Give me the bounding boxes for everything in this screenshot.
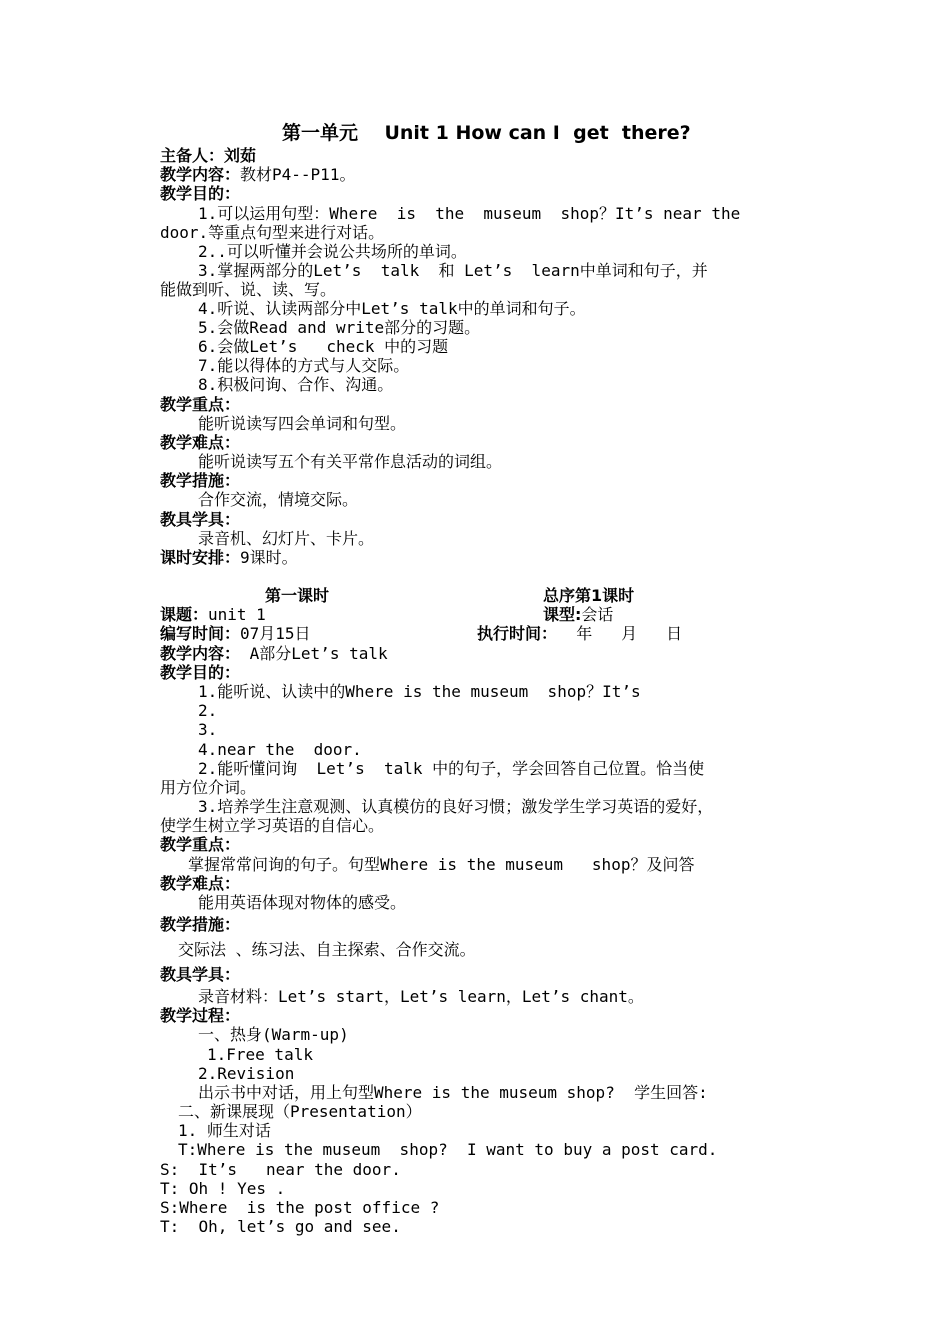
dialogue-line: T: Oh, let’s go and see. [160, 1217, 401, 1236]
type-line [543, 605, 613, 624]
content-label: 教学内容： [160, 165, 241, 184]
write-time-label: 编写时间： [160, 624, 241, 643]
process-line: 一、热身(Warm-up) [198, 1025, 349, 1044]
lesson-objective-item: 用方位介词。 [160, 778, 257, 797]
type-label: 课型: [543, 605, 582, 624]
exec-time-value: 年 月 日 [557, 624, 683, 643]
preparer-line [160, 146, 256, 165]
exec-time-line [477, 624, 682, 643]
lesson-objective-item: 3. [198, 720, 218, 739]
write-time-line [160, 624, 311, 643]
lesson-objective-item: 使学生树立学习英语的自信心。 [160, 816, 385, 835]
key-points-text: 能听说读写四会单词和句型。 [198, 414, 407, 433]
objective-item: 1.可以运用句型：Where is the museum shop？It’s near the [198, 204, 741, 223]
write-time-value: 07月15日 [240, 624, 311, 643]
lesson-content-value: A部分Let’s talk [240, 644, 388, 663]
process-label: 教学过程： [160, 1006, 241, 1025]
lesson-objective-item: 2. [198, 701, 218, 720]
schedule-line [160, 548, 298, 567]
objective-item: 2..可以听懂并会说公共场所的单词。 [198, 242, 467, 261]
objective-item: 能做到听、说、读、写。 [160, 280, 337, 299]
topic-line [160, 605, 266, 624]
topic-label: 课题： [160, 605, 209, 624]
content-line [160, 165, 355, 184]
lesson-objective-item: 1.能听说、认读中的Where is the museum shop？It’s [198, 682, 641, 701]
aids-label: 教具学具： [160, 510, 241, 529]
sequence-heading: 总序第1课时 [543, 586, 635, 605]
lesson-content-line [160, 644, 388, 663]
period-heading: 第一课时 [265, 586, 330, 605]
difficulties-text: 能听说读写五个有关平常作息活动的词组。 [198, 452, 503, 471]
exec-time-label: 执行时间： [477, 624, 558, 643]
objective-item: 8.积极问询、合作、沟通。 [198, 375, 394, 394]
measures-text: 合作交流，情境交际。 [198, 490, 359, 509]
topic-value: unit 1 [208, 605, 266, 624]
dialogue-line: T: Oh ! Yes . [160, 1179, 286, 1198]
objective-item: 6.会做Let’s check 中的习题 [198, 337, 449, 356]
lesson-measures-text: 交际法 、练习法、自主探索、合作交流。 [178, 940, 476, 959]
type-value: 会话 [581, 605, 614, 624]
process-line: 2.Revision [198, 1064, 295, 1083]
preparer-label: 主备人： [160, 146, 225, 165]
lesson-objectives-label: 教学目的： [160, 663, 241, 682]
aids-text: 录音机、幻灯片、卡片。 [198, 529, 375, 548]
objective-item: door.等重点句型来进行对话。 [160, 223, 385, 242]
lesson-key-points-label: 教学重点： [160, 835, 241, 854]
difficulties-label: 教学难点： [160, 433, 241, 452]
dialogue-line: T:Where is the museum shop? I want to buy a post card. [178, 1140, 718, 1159]
schedule-label: 课时安排： [160, 548, 241, 567]
lesson-aids-label: 教具学具： [160, 965, 241, 984]
objective-item: 3.掌握两部分的Let’s talk 和 Let’s learn中单词和句子，并 [198, 261, 708, 280]
objectives-label: 教学目的： [160, 184, 241, 203]
lesson-difficulties-text: 能用英语体现对物体的感受。 [198, 893, 407, 912]
lesson-content-label: 教学内容： [160, 644, 241, 663]
lesson-objective-item: 3.培养学生注意观测、认真模仿的良好习惯；激发学生学习英语的爱好， [198, 797, 714, 816]
measures-label: 教学措施： [160, 471, 241, 490]
lesson-objective-item: 2.能听懂问询 Let’s talk 中的句子，学会回答自己位置。恰当使 [198, 759, 705, 778]
lesson-aids-text: 录音材料：Let’s start，Let’s learn，Let’s chant。 [198, 987, 644, 1006]
process-line: 出示书中对话，用上句型Where is the museum shop? 学生回答: [198, 1083, 708, 1102]
key-points-label: 教学重点： [160, 395, 241, 414]
schedule-value: 9课时。 [240, 548, 298, 567]
objective-item: 4.听说、认读两部分中Let’s talk中的单词和句子。 [198, 299, 586, 318]
lesson-difficulties-label: 教学难点： [160, 874, 241, 893]
preparer-name: 刘茹 [224, 146, 257, 165]
objective-item: 7.能以得体的方式与人交际。 [198, 356, 410, 375]
objective-item: 5.会做Read and write部分的习题。 [198, 318, 481, 337]
unit-title: 第一单元 Unit 1 How can I get there? [282, 122, 691, 144]
lesson-key-points-text: 掌握常常问询的句子。句型Where is the museum shop？及问答 [188, 855, 695, 874]
dialogue-line: S:Where is the post office ? [160, 1198, 440, 1217]
lesson-objective-item: 4.near the door. [198, 740, 362, 759]
process-line: 1.Free talk [207, 1045, 313, 1064]
lesson-measures-label: 教学措施： [160, 915, 241, 934]
dialogue-line: S: It’s near the door. [160, 1160, 401, 1179]
process-line: 1. 师生对话 [178, 1121, 271, 1140]
content-value: 教材P4--P11。 [240, 165, 356, 184]
process-line: 二、新课展现（Presentation） [178, 1102, 422, 1121]
